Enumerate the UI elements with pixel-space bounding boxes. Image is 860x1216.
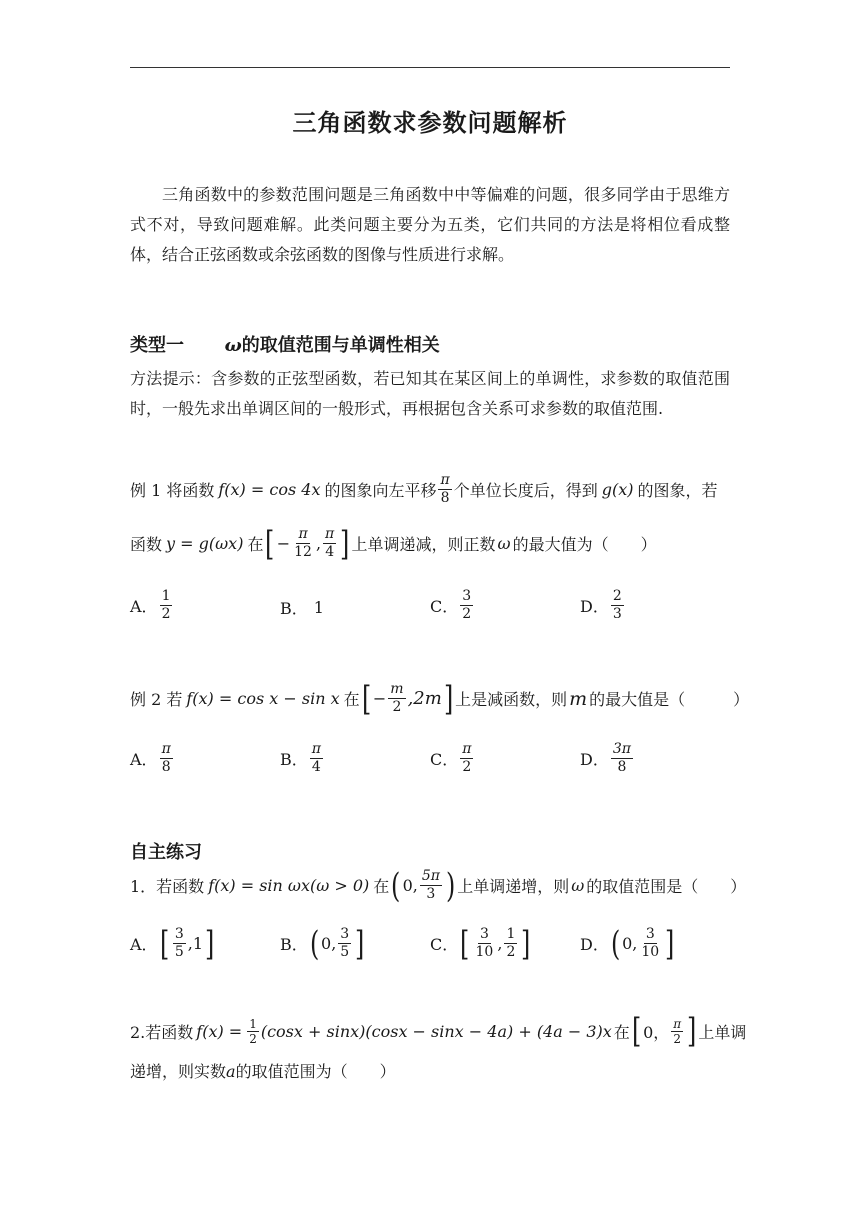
option-den: 2: [462, 759, 472, 775]
ex1-text-8: 的最大值为（ ）: [512, 535, 657, 554]
ex1-text-3: 个单位长度后，得到: [453, 481, 598, 500]
type1-heading: [130, 331, 440, 357]
q2-interval-den: 2: [673, 1031, 682, 1046]
q2-line2: [130, 1059, 730, 1082]
type1-heading-omega: ω: [224, 335, 242, 356]
ex1-line2: 函数 y = g(ωx) 在 [ − $\frac{\pi}{12}$ , $\frac{\pi}{4}$ ] 上单调递减，则正数 ω 的最大值为（ ）: [130, 523, 657, 564]
ex1-text-2: 的图象向左平移: [324, 481, 437, 500]
ex2-text-3: 上是减函数，则: [455, 690, 568, 709]
option-num: π: [311, 741, 321, 757]
option-den: 5: [340, 944, 350, 960]
option-open-bracket: [: [159, 923, 169, 964]
ex1-shift-fraction: [438, 472, 451, 507]
q2-a: a: [226, 1062, 236, 1081]
q1-text-4: 的取值范围是（ ）: [586, 877, 747, 896]
q1-option-b: [280, 923, 366, 964]
option-den: 8: [161, 759, 171, 775]
option-close-bracket: ]: [665, 923, 675, 964]
option-close-bracket: ]: [205, 923, 215, 964]
header-rule: [130, 67, 730, 68]
q2-text-2: 在: [613, 1022, 630, 1042]
option-open-bracket: [: [460, 923, 470, 964]
option-den: 5: [174, 944, 184, 960]
ex1-interval-a: [292, 526, 314, 561]
option-open-bracket: (: [309, 923, 320, 964]
option-num: π: [161, 741, 171, 757]
q2-text-1: 2.若函数: [130, 1022, 194, 1042]
ex1-function: f(x) = cos 4x: [218, 480, 321, 499]
option-pre: 0,: [321, 934, 337, 953]
intro-paragraph: 三角函数中的参数范围问题是三角函数中中等偏难的问题，很多同学由于思维方式不对，导致问题难解。此类问题主要分为五类，它们共同的方法是将相位看成整体，结合正弦函数或余弦函数的图像与性质进行求解。: [130, 185, 730, 264]
ex2-option-d: [580, 741, 635, 776]
q1-text-1: 1．若函数: [130, 877, 205, 896]
q2-text-5: 的取值范围为（ ）: [235, 1062, 396, 1081]
q1-interval-num: 5π: [421, 868, 440, 884]
option-label: B．: [280, 599, 308, 618]
q1-function: f(x) = sin ωx(ω > 0): [208, 876, 370, 895]
q1-omega: ω: [571, 876, 585, 895]
q2-half-num: 1: [249, 1016, 257, 1031]
option-label: D．: [580, 935, 609, 954]
option-open-bracket: (: [610, 923, 621, 964]
option-den: 8: [617, 759, 627, 775]
ex1-option-b: [280, 596, 324, 619]
type1-heading-text: 的取值范围与单调性相关: [241, 335, 440, 356]
ex1-line1: [130, 472, 730, 507]
option-rest: ,1: [187, 934, 204, 953]
q1-interval-den: 3: [426, 886, 436, 902]
option-num: 3: [174, 926, 184, 942]
ex2-option-a: [130, 741, 175, 776]
q2-function-b: (cosx + sinx)(cosx − sinx − 4a) + (4a − 3)x: [260, 1021, 612, 1041]
q2-function-a: f(x) =: [196, 1021, 243, 1041]
ex2-text-2: 在: [343, 690, 360, 709]
ex1-text-5: 函数: [130, 535, 163, 554]
q2-half: [247, 1017, 259, 1046]
option-num: 3: [462, 588, 472, 604]
q1-text-3: 上单调递增，则: [457, 877, 570, 896]
ex2-m: m: [569, 687, 588, 710]
q2-half-den: 2: [249, 1031, 257, 1046]
ex1-option-c: [430, 588, 475, 623]
ex1-interval-b: [323, 526, 336, 561]
option-label: B．: [280, 750, 308, 769]
ex1-interval-a-den: 12: [294, 544, 312, 560]
option-den-2: 2: [506, 944, 516, 960]
option-den: 2: [462, 606, 472, 622]
option-num: 1: [161, 588, 171, 604]
ex1-omega: ω: [497, 534, 511, 553]
q2-text-4: 递增，则实数: [130, 1062, 227, 1081]
option-close-bracket: ]: [355, 923, 365, 964]
ex1-option-a: [130, 588, 174, 623]
option-close-bracket: ]: [521, 923, 531, 964]
ex1-shift-num: π: [440, 472, 450, 488]
ex2-interval-den: 2: [392, 699, 402, 715]
ex1-text-4: 的图象，若: [637, 481, 718, 500]
option-num: 3: [645, 926, 655, 942]
ex1-text-1: 例 1 将函数: [130, 481, 215, 500]
q1-interval-fraction: [420, 868, 442, 903]
option-label: B．: [280, 935, 308, 954]
ex2-interval-a: [388, 681, 405, 716]
q1-option-a: [130, 923, 216, 964]
q1-option-c: C． [ $\frac{3}{10}$ , $\frac{1}{2}$ ]: [430, 923, 531, 964]
ex2-option-b: [280, 741, 325, 776]
option-den: 2: [161, 606, 171, 622]
option-label: C．: [430, 935, 459, 954]
ex1-interval-b-den: 4: [325, 544, 335, 560]
page-title: 三角函数求参数问题解析: [292, 109, 568, 137]
ex2-line: 例 2 若 f(x) = cos x − sin x 在 [ − $\frac{m}{2}$ ,2m ] 上是减函数，则 m 的最大值是（ ）: [130, 678, 750, 719]
option-label: D．: [580, 597, 609, 616]
option-label: D．: [580, 750, 609, 769]
option-den: 10: [641, 944, 660, 960]
option-label: A．: [130, 597, 158, 616]
q1-line: 1．若函数 f(x) = sin ωx(ω > 0) 在 ( 0, $\frac{5\pi}{3}$ ) 上单调递增，则 ω 的取值范围是（ ）: [130, 865, 747, 906]
q2-line1: 2.若函数 f(x) = $\frac{1}{2}$ (cosx + sinx)(cosx − sinx − 4a) + (4a − 3)x 在 [ 0， $\frac{\pi}{2}$ ] 上单调: [130, 1011, 747, 1051]
ex2-interval-b: ,2m: [407, 688, 442, 709]
option-den: 10: [475, 944, 494, 960]
q1-option-d: [580, 923, 676, 964]
type1-heading-label: 类型一: [130, 335, 184, 356]
option-pre: 0,: [622, 934, 638, 953]
option-num: 3π: [612, 741, 631, 757]
practice-heading: 自主练习: [130, 842, 202, 863]
ex1-interval-a-num: π: [298, 526, 308, 542]
ex1-shift-den: 8: [440, 490, 450, 506]
option-label: A．: [130, 935, 158, 954]
option-den: 3: [612, 606, 622, 622]
ex2-interval-num: m: [390, 681, 404, 697]
q2-interval-fraction: [671, 1017, 683, 1046]
ex2-function: f(x) = cos x − sin x: [186, 689, 340, 708]
q1-text-2: 在: [373, 877, 390, 896]
ex1-text-7: 上单调递减，则正数: [351, 535, 496, 554]
ex1-text-6: 在: [247, 535, 264, 554]
option-label: A．: [130, 750, 158, 769]
option-label: C．: [430, 597, 459, 616]
type1-hint: 方法提示：含参数的正弦型函数，若已知其在某区间上的单调性，求参数的取值范围时，一般先求出单调区间的一般形式，再根据包含关系可求参数的取值范围.: [130, 369, 730, 418]
option-den: 4: [311, 759, 321, 775]
option-num: 3: [479, 926, 489, 942]
ex2-text-4: 的最大值是（ ）: [589, 690, 750, 709]
option-num: π: [462, 741, 472, 757]
q2-interval-num: π: [673, 1016, 682, 1031]
ex2-option-c: [430, 741, 475, 776]
option-num: 2: [612, 588, 622, 604]
option-value: 1: [313, 598, 324, 617]
q2-text-3: 上单调: [698, 1022, 747, 1042]
option-num-2: 1: [506, 926, 516, 942]
ex2-text-1: 例 2 若: [130, 690, 183, 709]
ex1-interval-b-num: π: [325, 526, 335, 542]
ex1-y: y = g(ωx): [166, 534, 244, 553]
option-num: 3: [340, 926, 350, 942]
ex1-g: g(x): [601, 480, 634, 499]
option-label: C．: [430, 750, 459, 769]
ex1-option-d: [580, 588, 626, 623]
